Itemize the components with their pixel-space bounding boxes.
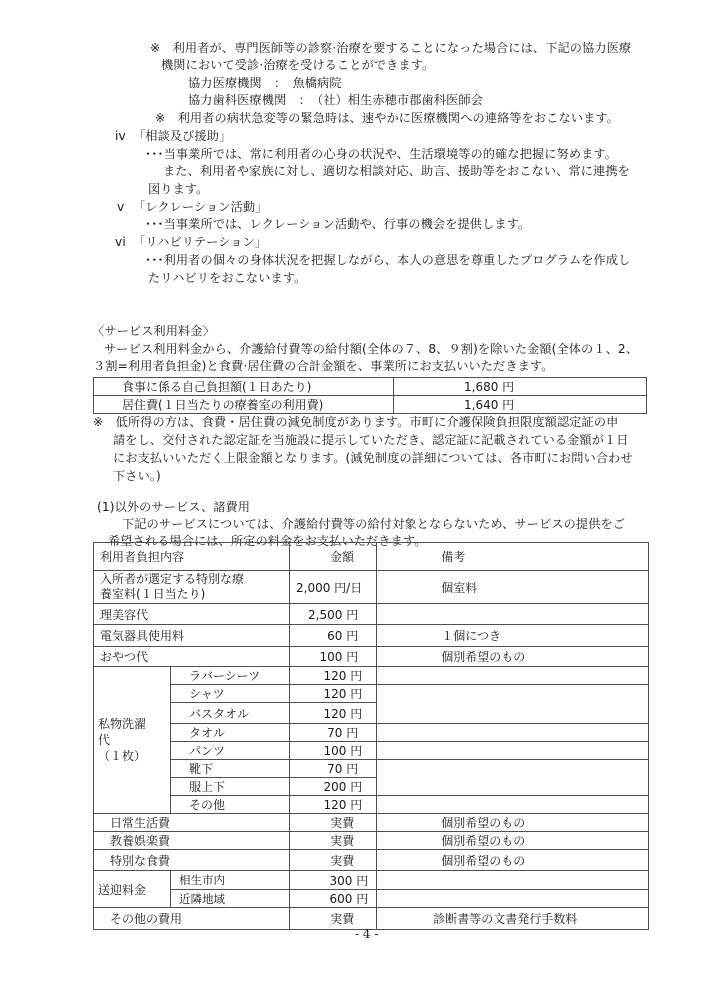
meal-remarks: 個別希望のもの [377, 850, 649, 871]
table-row [94, 724, 649, 742]
table-row [94, 685, 649, 703]
item-text: ･･･当事業所では、常に利用者の心身の状況や、生活環境等の的確な把握に努めます。 [145, 147, 617, 161]
laundry-item-amount: 100 円 [290, 742, 377, 760]
snack-remarks: 個別希望のもの [377, 647, 649, 667]
misc-label: その他の費用 [94, 908, 290, 930]
table-row [94, 742, 649, 760]
header-remarks: 備考 [377, 543, 649, 571]
barber-amount: 2,500 円 [290, 604, 377, 625]
laundry-group-label [94, 667, 171, 814]
electric-label: 電気器具使用料 [94, 625, 290, 647]
item-title-rehabilitation: 「リハビリテーション」 [133, 235, 268, 249]
table-row [94, 625, 649, 647]
table-row [94, 396, 647, 414]
table-row [94, 571, 649, 604]
table-row [94, 796, 649, 814]
fee-value: 1,640 円 [394, 396, 647, 414]
table-row [94, 871, 649, 890]
room-amount: 2,000 円/日 [290, 571, 377, 604]
culture-remarks: 個別希望のもの [377, 832, 649, 850]
item-title-recreation: 「レクレーション活動」 [133, 200, 268, 214]
item-title-consultation: 「相談及び援助」 [133, 129, 232, 143]
table-row [94, 378, 647, 396]
laundry-remarks [377, 742, 649, 760]
laundry-item-label: パンツ [171, 742, 290, 760]
item-text: 図ります。 [148, 182, 209, 196]
laundry-item-amount: 200 円 [290, 778, 377, 796]
fees-paragraph: サービス利用料金から、介護給付費等の給付額(全体の７、8、９割)を除いた金額(全体の１、2、 [104, 342, 639, 356]
misc-remarks: 診断書等の文書発行手数料 [377, 908, 649, 930]
laundry-item-label: シャツ [171, 685, 290, 703]
laundry-item-amount: 120 円 [290, 685, 377, 703]
note-cooperating-medical: ※ 利用者が、専門医師等の診察·治療を要することになった場合には、下記の協力医療 [150, 41, 632, 55]
note-emergency: ※ 利用者の病状急変等の緊急時は、速やかに医療機関への連絡等をおこないます。 [155, 111, 619, 125]
electric-amount: 60 円 [290, 625, 377, 647]
room-label-line: 養室料(１日当たり) [100, 587, 206, 601]
fees-heading: 〈サービス利用料金〉 [92, 324, 215, 338]
laundry-group-line: 代 [98, 733, 111, 747]
laundry-remarks [377, 796, 649, 814]
misc-amount: 実費 [290, 908, 377, 930]
item-numeral: vi [115, 235, 126, 249]
cooperating-hospital: 協力医療機関 ： 魚橋病院 [188, 76, 342, 90]
laundry-item-amount: 120 円 [290, 667, 377, 685]
item-text: ･･･当事業所では、レクレーション活動や、行事の機会を提供します。 [145, 217, 531, 231]
transport-remarks [377, 871, 649, 890]
room-label-line: 入所者が選定する特別な療 [100, 572, 245, 586]
culture-label: 教養娯楽費 [94, 832, 290, 850]
laundry-item-amount: 120 円 [290, 703, 377, 724]
transport-remarks [377, 890, 649, 908]
transport-item-label: 近隣地域 [171, 890, 290, 908]
table-row [94, 814, 649, 832]
table-row [94, 832, 649, 850]
barber-remarks [377, 604, 649, 625]
fees-paragraph: ３割=利用者負担金)と食費·居住費の合計金額を、事業所にお支払いいただきます。 [93, 359, 554, 373]
table-row [94, 850, 649, 871]
daily-remarks: 個別希望のもの [377, 814, 649, 832]
table-header-row [94, 543, 649, 571]
laundry-item-label: その他 [171, 796, 290, 814]
table-row [94, 760, 649, 778]
laundry-remarks [377, 724, 649, 742]
reduction-note: にお支払いいただく上限金額となります。(減免制度の詳細については、各市町にお問い合わせ [113, 451, 633, 465]
item-numeral: iv [115, 129, 126, 143]
laundry-remarks [377, 760, 649, 796]
reduction-note: 請をし、交付された認定証を当施設に提示していただき、認定証に記載されている金額が１日 [113, 433, 629, 447]
laundry-item-label: バスタオル [171, 703, 290, 724]
laundry-remarks [377, 667, 649, 685]
other-fees-table [93, 542, 649, 930]
food-housing-fee-table [93, 377, 647, 414]
laundry-item-label: ラバーシーツ [171, 667, 290, 685]
item-text: また、利用者や家族に対し、適切な相談対応、助言、援助等をおこない、常に連携を [163, 164, 630, 178]
transport-item-label: 相生市内 [171, 871, 290, 890]
table-row [94, 604, 649, 625]
meal-amount: 実費 [290, 850, 377, 871]
transport-group-label: 送迎料金 [94, 871, 171, 908]
room-label [94, 571, 290, 604]
laundry-remarks [377, 685, 649, 724]
daily-amount: 実費 [290, 814, 377, 832]
transport-item-amount: 300 円 [290, 871, 377, 890]
table-row [94, 890, 649, 908]
page-number: - 4 - [355, 927, 379, 941]
laundry-item-label: 靴下 [171, 760, 290, 778]
fee-label: 居住費(１日当たりの療養室の利用費) [94, 396, 394, 414]
reduction-note: ※ 低所得の方は、食費・居住費の減免制度があります。市町に介護保険負担限度額認定証の申 [93, 415, 619, 429]
laundry-item-label: タオル [171, 724, 290, 742]
other-paragraph: 希望される場合には、所定の料金をお支払いただきます。 [108, 534, 427, 548]
culture-amount: 実費 [290, 832, 377, 850]
header-amount: 金額 [290, 543, 377, 571]
note-cooperating-medical-cont: 機関において受診·治療を受けることができます。 [161, 58, 435, 72]
laundry-item-amount: 70 円 [290, 724, 377, 742]
laundry-group-line: 私物洗濯 [98, 717, 147, 731]
table-row [94, 667, 649, 685]
table-row [94, 647, 649, 667]
laundry-item-amount: 70 円 [290, 760, 377, 778]
laundry-item-label: 服上下 [171, 778, 290, 796]
transport-item-amount: 600 円 [290, 890, 377, 908]
snack-label: おやつ代 [94, 647, 290, 667]
item-text: たリハビリをおこないます。 [148, 271, 307, 285]
snack-amount: 100 円 [290, 647, 377, 667]
item-numeral: v [117, 200, 125, 214]
header-content: 利用者負担内容 [94, 543, 290, 571]
cooperating-dental: 協力歯科医療機関 ： （社）相生赤穂市郡歯科医師会 [188, 93, 483, 107]
daily-label: 日常生活費 [94, 814, 290, 832]
fee-label: 食事に係る自己負担額(１日あたり) [94, 378, 394, 396]
laundry-group-line: （１枚） [98, 749, 147, 763]
barber-label: 理美容代 [94, 604, 290, 625]
electric-remarks: １個につき [377, 625, 649, 647]
reduction-note: 下さい。) [113, 469, 161, 483]
laundry-item-amount: 120 円 [290, 796, 377, 814]
item-text: ･･･利用者の個々の身体状況を把握しながら、本人の意思を尊重したプログラムを作成し [145, 253, 631, 267]
other-heading: (1)以外のサービス、諸費用 [97, 500, 251, 514]
other-paragraph: 下記のサービスについては、介護給付費等の給付対象とならないため、サービスの提供をご [122, 517, 626, 531]
meal-label: 特別な食費 [94, 850, 290, 871]
room-remarks: 個室料 [377, 571, 649, 604]
fee-value: 1,680 円 [394, 378, 647, 396]
